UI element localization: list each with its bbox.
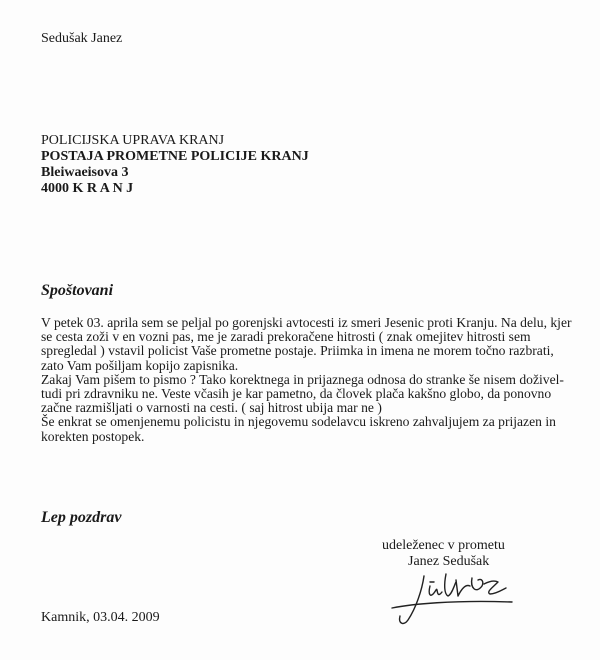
sender-name: Sedušak Janez [41,31,123,46]
body-line: Še enkrat se omenjenemu policistu in njegovemu sodelavcu iskreno zahvaljujem za prijazen in [41,414,556,430]
letter-body [41,316,571,444]
recipient-line-2: POSTAJA PROMETNE POLICIJE KRANJ [41,149,309,164]
handwritten-signature [372,560,527,630]
signature-name: Janez Sedušak [408,554,490,569]
letter-date: Kamnik, 03.04. 2009 [41,610,160,625]
body-line: zato Vam pošiljam kopijo zapisnika. [41,357,239,373]
body-line: spregledal ) vstavil policist Vaše prometne postaje. Priimka in imena ne morem točno razbrati, [41,343,554,359]
signature-title: udeleženec v prometu [382,538,505,553]
recipient-line-4: 4000 K R A N J [41,181,134,196]
body-line: korekten postopek. [41,428,145,444]
body-line: Zakaj Vam pišem to pismo ? Tako korektnega in prijaznega odnosa do stranke še nisem doživel- [41,371,564,387]
recipient-address [41,133,309,197]
body-line: se cesta zoži v en vozni pas, me je zaradi prekoračene hitrosti ( znak omejitev hitrosti sem [41,329,531,345]
body-line: tudi pri zdravniku ne. Veste včasih je kar pametno, da človek plača kakšno globo, da ponovno [41,386,552,402]
greeting: Spoštovani [41,282,114,299]
body-line: začne razmišljati o varnosti na cesti. ( saj hitrost ubija mar ne ) [41,400,382,416]
recipient-line-1: POLICIJSKA UPRAVA KRANJ [41,133,225,148]
recipient-line-3: Bleiwaeisova 3 [41,165,129,180]
closing: Lep pozdrav [41,509,122,526]
body-line: V petek 03. aprila sem se peljal po gorenjski avtocesti iz smeri Jesenic proti Kranju. Na delu, kjer [41,315,572,330]
